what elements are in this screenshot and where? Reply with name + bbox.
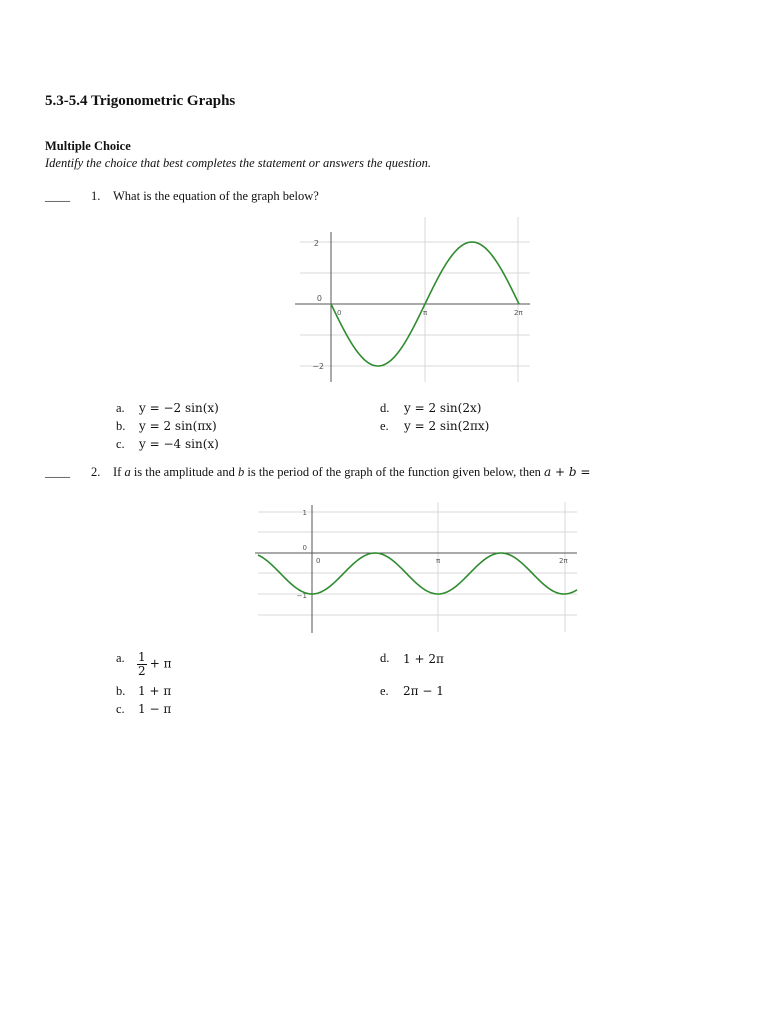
graph-1 <box>295 212 535 384</box>
q2-choice-a[interactable] <box>137 651 172 678</box>
graph-1-xtick-0: 0 <box>337 309 342 317</box>
q2-text-mid1: is the amplitude and <box>133 465 235 479</box>
q2-choice-b[interactable]: 1 + π <box>138 684 172 698</box>
q2-choice-e[interactable]: 2π − 1 <box>403 684 444 698</box>
page-title: 5.3-5.4 Trigonometric Graphs <box>45 93 236 109</box>
question-text-1: What is the equation of the graph below? <box>113 189 319 203</box>
instructions: Identify the choice that best completes the statement or answers the question. <box>45 156 432 170</box>
q1-choice-e-letter: e. <box>380 419 389 433</box>
graph-2-xtick-2pi: 2π <box>559 557 568 565</box>
graph-2-xtick-pi: π <box>436 557 441 565</box>
q2-choice-d[interactable]: 1 + 2π <box>403 652 444 666</box>
q1-choice-d-letter: d. <box>380 401 390 415</box>
graph-2-ytick-0: 0 <box>302 544 307 552</box>
q2-choice-b-letter: b. <box>116 684 126 698</box>
q1-choice-b-letter: b. <box>116 419 126 433</box>
graph-1-ytick-0: 0 <box>316 294 322 303</box>
q2-text-prefix: If <box>113 465 122 479</box>
q2-text-mid2: is the period of the graph of the function given below, then <box>247 465 541 479</box>
q2-choice-a-letter: a. <box>116 651 125 665</box>
q2-choice-a-text: + π <box>149 656 172 671</box>
section-heading: Multiple Choice <box>45 139 131 153</box>
graph-2-ytick-neg1: −1 <box>296 592 307 600</box>
q1-choice-c[interactable]: y = −4 sin(x) <box>139 437 219 451</box>
q2-choice-e-letter: e. <box>380 684 389 698</box>
fraction-numerator: 1 <box>138 650 146 664</box>
q2-choice-c[interactable]: 1 − π <box>138 702 172 716</box>
fraction-denominator: 2 <box>138 664 146 678</box>
q2-choice-a-fraction <box>137 651 147 678</box>
graph-1-ytick-neg2: −2 <box>312 362 324 371</box>
q2-var-a: a <box>124 465 131 479</box>
graph-1-grid <box>300 217 530 382</box>
question-number-1: 1. <box>91 189 101 203</box>
q2-choice-d-letter: d. <box>380 651 390 665</box>
graph-2-xtick-0: 0 <box>316 557 321 565</box>
q1-choice-e[interactable]: y = 2 sin(2πx) <box>404 419 490 433</box>
question-number-2: 2. <box>91 465 101 479</box>
q2-choice-c-letter: c. <box>116 702 125 716</box>
graph-1-xtick-2pi: 2π <box>514 309 523 317</box>
q1-choice-d[interactable]: y = 2 sin(2x) <box>404 401 482 415</box>
graph-2-grid <box>258 502 577 632</box>
q2-expression: a + b = <box>544 465 591 479</box>
graph-2-ytick-1: 1 <box>302 509 307 517</box>
graph-1-xtick-pi: π <box>423 309 428 317</box>
graph-2 <box>255 497 580 637</box>
question-text-2 <box>113 465 590 480</box>
q1-choice-c-letter: c. <box>116 437 125 451</box>
q1-choice-a[interactable]: y = −2 sin(x) <box>139 401 219 415</box>
q2-var-b: b <box>237 465 245 479</box>
answer-blank-2[interactable]: ____ <box>45 465 70 479</box>
answer-blank-1[interactable]: ____ <box>45 189 70 203</box>
q1-choice-b[interactable]: y = 2 sin(πx) <box>139 419 217 433</box>
q1-choice-a-letter: a. <box>116 401 125 415</box>
graph-1-ytick-2: 2 <box>313 239 319 248</box>
